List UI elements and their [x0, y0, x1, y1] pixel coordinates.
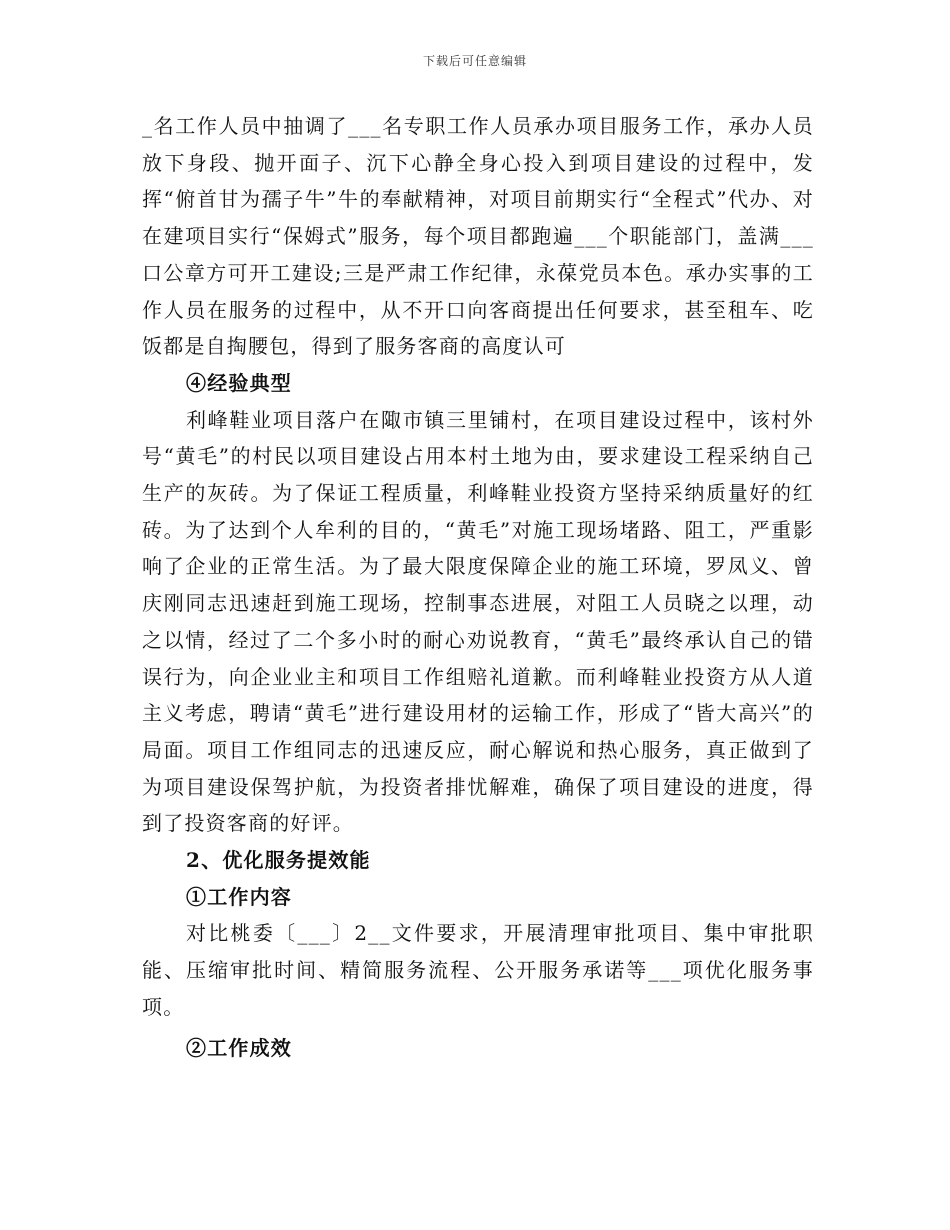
document-body	[142, 108, 814, 1066]
section-heading-work-content: ①工作内容	[186, 884, 292, 909]
paragraph-case-story: 利峰鞋业项目落户在陬市镇三里铺村，在项目建设过程中，该村外号“黄毛”的村民以项目建设占用本村土地为由，要求建设工程采纳自己生产的灰砖。为了保证工程质量，利峰鞋业投资方坚持采纳质量好的红砖。为了达到个人牟利的目的，“黄毛”对施工现场堵路、阻工，严重影响了企业的正常生活。为了最大限度保障企业的施工环境，罗凤义、曾庆刚同志迅速赶到施工现场，控制事态进展，对阻工人员晓之以理，动之以情，经过了二个多小时的耐心劝说教育，“黄毛”最终承认自己的错误行为，向企业业主和项目工作组赔礼道歉。而利峰鞋业投资方从人道主义考虑，聘请“黄毛”进行建设用材的运输工作，形成了“皆大高兴”的局面。项目工作组同志的迅速反应，耐心解说和热心服务，真正做到了为项目建设保驾护航，为投资者排忧解难，确保了项目建设的进度，得到了投资客商的好评。	[142, 407, 814, 836]
paragraph-continuation: _名工作人员中抽调了___名专职工作人员承办项目服务工作，承办人员放下身段、抛开面子、沉下心静全身心投入到项目建设的过程中，发挥“俯首甘为孺子牛”牛的奉献精神，对项目前期实行“全程式”代办、对在建项目实行“保姆式”服务，每个项目都跑遍___个职能部门，盖满___口公章方可开工建设;三是严肃工作纪律，永葆党员本色。承办实事的工作人员在服务的过程中，从不开口向客商提出任何要求，甚至租车、吃饭都是自掏腰包，得到了服务客商的高度认可	[142, 114, 814, 359]
paragraph-work-content: 对比桃委〔___〕2__文件要求，开展清理审批项目、集中审批职能、压缩审批时间、精简服务流程、公开服务承诺等___项优化服务事项。	[142, 921, 814, 1019]
page-header-note: 下载后可任意编辑	[422, 54, 527, 68]
section-heading-optimize-service: 2、优化服务提效能	[186, 848, 371, 873]
section-heading-work-results: ②工作成效	[186, 1035, 292, 1060]
section-heading-experience: ④经验典型	[186, 370, 292, 395]
